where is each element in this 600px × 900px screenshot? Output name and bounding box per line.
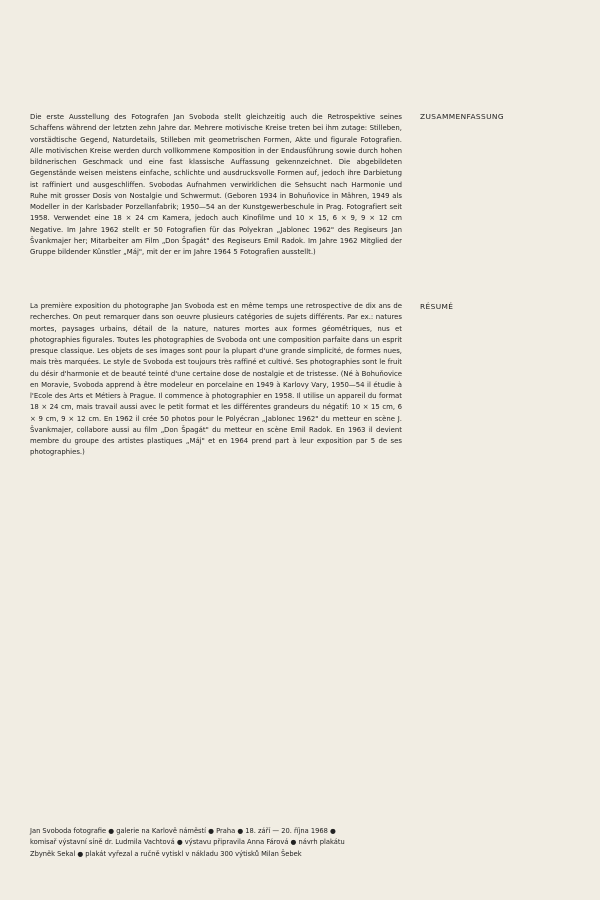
french-summary-paragraph: La première exposition du photographe Jan Svoboda est en même temps une retrospective de dix ans de recherches. On peut remarquer dans son oeuvre plusieurs catégories de sujets différents. Par ex.: natures mortes, paysages urbains, détail de la nature, natures mortes aux formes géométriques, nus et photographies figurales. Toutes les photographies de Svoboda ont une composition parfaite dans un esprit presque classique. Les objets de ses images sont pour la plupart d'une grande simplicité, de formes nues, mais très marquées. Le style de Svoboda est toujours très raffiné et cultivé. Ses photographies sont le fruit du désir d'harmonie et de beauté teinté d'une certaine dose de nostalgie et de tristesse. (Né à Bohuňovice en Moravie, Svoboda apprend à être modeleur en porcelaine en 1949 à Karlovy Vary, 1950—54 il étudie à l'Ecole des Arts et Métiers à Prague. Il commence à photographier en 1958. Il utilise un appareil du format 18 × 24 cm, mais travail aussi avec le petit format et les différentes grandeurs du négatif: 10 × 15 cm, 6 × 9 cm, 9 × 12 cm. En 1962 il crée 50 photos pour le Polyécran „Jablonec 1962" du metteur en scène J. Švankmajer, collabore aussi au film „Don Špagát" du metteur en scène Emil Radok. En 1963 il devient membre du groupe des artistes plastiques „Máj" et en 1964 prend part à leur exposition par 5 de ses photographies.) bbox=[30, 302, 402, 457]
colophon-line-2: komisař výstavní síně dr. Ludmila Vachtová ● výstavu připravila Anna Fárová ● návrh plakátu bbox=[30, 838, 345, 847]
german-summary-text bbox=[30, 112, 402, 258]
german-summary-heading: ZUSAMMENFASSUNG bbox=[420, 112, 504, 121]
french-summary-heading: RÉSUMÉ bbox=[420, 302, 454, 311]
colophon-line-1: Jan Svoboda fotografie ● galerie na Karlově náměstí ● Praha ● 18. září — 20. října 1968 ● bbox=[30, 827, 336, 835]
colophon bbox=[30, 826, 402, 860]
colophon-line-3: Zbyněk Sekal ● plakát vyřezal a ručně vytiskl v nákladu 300 výtisků Milan Šebek bbox=[30, 849, 302, 858]
german-summary-paragraph: Die erste Ausstellung des Fotografen Jan Svoboda stellt gleichzeitig auch die Retrospektive seines Schaffens während der letzten zehn Jahre dar. Mehrere motivische Kreise treten bei ihm zutage: Stilleben, vorstädtische Gegend, Naturdetails, Stilleben mit geometrischen Formen, Akte und figurale Fotografien. Alle motivischen Kreise werden durch vollkommene Komposition in der Endausführung sowie durch hohen bildnerischen Geschmack und eine fast klassische Auffassung gekennzeichnet. Die abgebildeten Gegenstände weisen meistens einfache, schlichte und ausdrucksvolle Formen auf, jedoch ihre Darbietung ist raffiniert und ausgeschliffen. Svobodas Aufnahmen verwirklichen die Sehsucht nach Harmonie und Ruhe mit grosser Dosis von Nostalgie und Schwermut. (Geboren 1934 in Bohuňovice in Mähren, 1949 als Modeller in der Karlsbader Porzellanfabrik; 1950—54 an der Kunstgewerbeschule in Prag. Fotografiert seit 1958. Verwendet eine 18 × 24 cm Kamera, jedoch auch Kinofilme und 10 × 15, 6 × 9, 9 × 12 cm Negative. Im Jahre 1962 stellt er 50 Fotografien für das Polyekran „Jablonec 1962" des Regiseurs Jan Švankmajer her; Mitarbeiter am Film „Don Špagát" des Regiseurs Emil Radok. Im Jahre 1962 Mitglied der Gruppe bildender Künstler „Máj", mit der er im Jahre 1964 5 Fotografien ausstellt.) bbox=[30, 113, 402, 256]
french-summary-text bbox=[30, 301, 402, 459]
